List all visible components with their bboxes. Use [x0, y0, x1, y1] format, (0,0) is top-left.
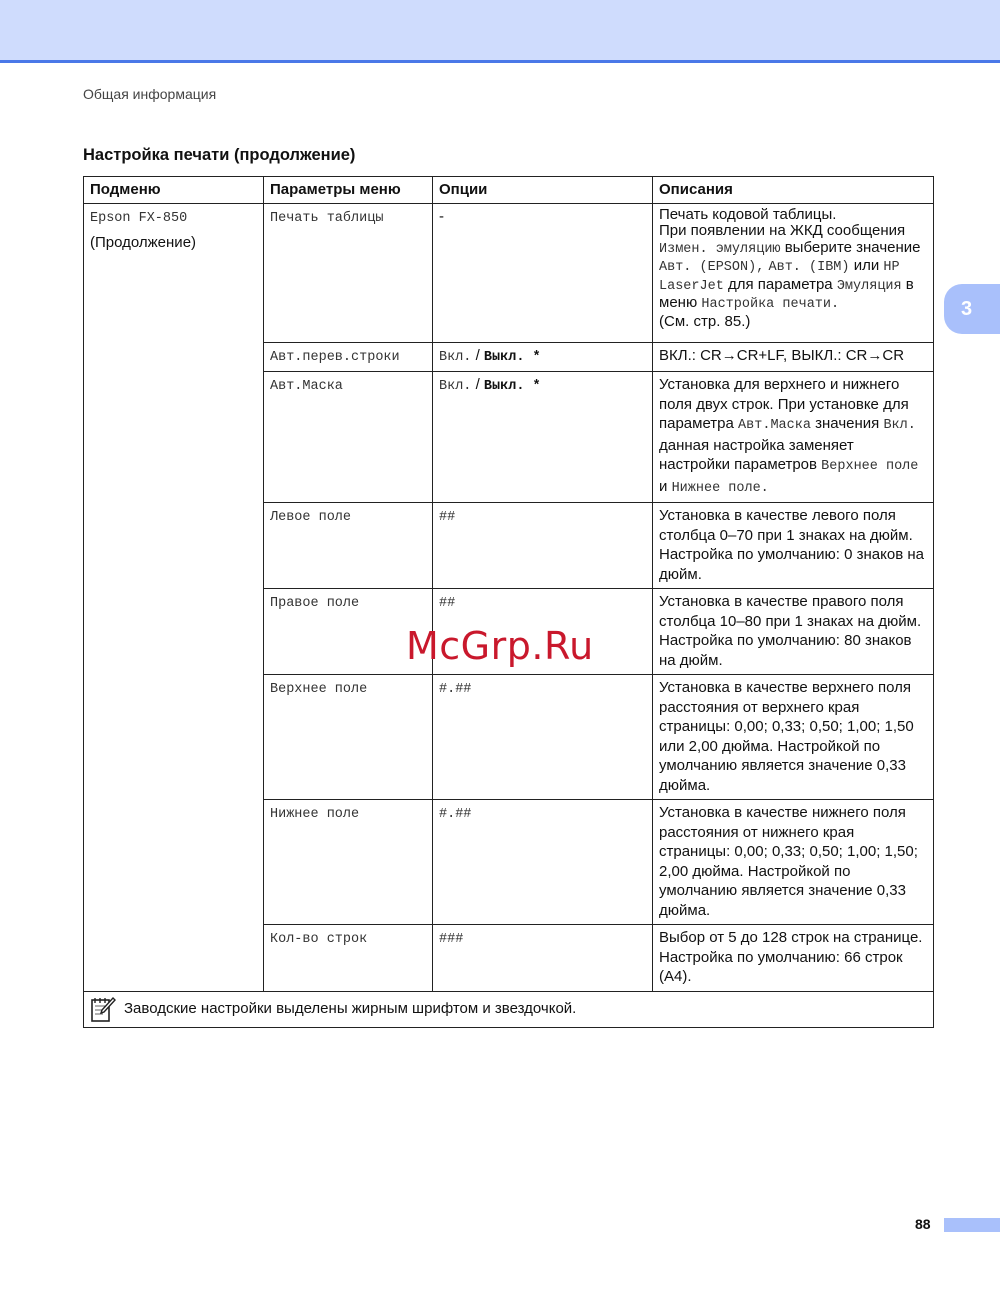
description-cell: Установка в качестве правого поля столбца 10–80 при 1 знаках на дюйм. Настройка по умолчанию: 80 знаков на дюйм. — [653, 589, 934, 675]
desc-text: Установка для верхнего и нижнего поля двух строк. При установке для параметра — [659, 376, 909, 432]
header-params: Параметры меню — [264, 177, 433, 204]
submenu-name: Epson FX-850 — [90, 210, 188, 226]
option-cell — [433, 800, 653, 925]
description-cell — [653, 203, 934, 342]
table-row — [84, 203, 934, 342]
watermark: McGrp.Ru — [406, 624, 594, 668]
option-cell — [433, 925, 653, 992]
header-submenu: Подменю — [84, 177, 264, 204]
option-default-value: Выкл. * — [483, 349, 541, 365]
description-cell: ВКЛ.: CR→CR+LF, ВЫКЛ.: CR→CR — [653, 342, 934, 372]
desc-menu-value: HP LaserJet — [659, 260, 900, 294]
chapter-tab — [944, 284, 1000, 334]
description-cell — [653, 372, 934, 503]
param-name: Авт.Маска — [270, 379, 343, 394]
page-number: 88 — [915, 1216, 931, 1232]
header-description: Описания — [653, 177, 934, 204]
description-cell: Установка в качестве левого поля столбца 0–70 при 1 знаках на дюйм. Настройка по умолчанию: 0 знаков на дюйм. — [653, 503, 934, 589]
param-name: Авт.перев.строки — [270, 349, 400, 365]
desc-text: данная настройка заменяет настройки параметров — [659, 436, 854, 473]
desc-text: в меню — [659, 275, 914, 311]
option-separator: / — [475, 346, 480, 364]
option-default-value: Выкл. * — [483, 379, 541, 394]
desc-text: для параметра — [727, 275, 833, 293]
param-cell — [264, 342, 433, 372]
param-cell — [264, 925, 433, 992]
note-text: Заводские настройки выделены жирным шрифтом и звездочкой. — [124, 999, 577, 1017]
option-cell — [433, 342, 653, 372]
desc-menu-value: Вкл. — [883, 418, 916, 433]
settings-table — [83, 176, 934, 1028]
param-name: Кол-во строк — [270, 932, 368, 947]
description-cell: Установка в качестве верхнего поля расстояния от верхнего края страницы: 0,00; 0,33; 0,50; 1,00; 1,50 или 2,00 дюйма. Настройкой по умолчанию является значение 0,33 дюйма. — [653, 675, 934, 800]
description-cell: Выбор от 5 до 128 строк на странице. Настройка по умолчанию: 66 строк (A4). — [653, 925, 934, 992]
table-header-row — [84, 177, 934, 204]
option-value: Вкл. — [439, 379, 472, 394]
option-cell — [433, 675, 653, 800]
desc-menu-value: Эмуляция — [836, 278, 902, 294]
param-name: Нижнее поле — [270, 807, 360, 822]
option-value: #.## — [439, 807, 472, 822]
option-value: #.## — [439, 682, 472, 697]
header-options: Опции — [433, 177, 653, 204]
desc-menu-value: Авт. (EPSON), — [659, 260, 765, 275]
desc-text: или — [853, 257, 880, 274]
param-name: Левое поле — [270, 510, 352, 525]
note-pencil-icon — [90, 995, 116, 1023]
option-value: Вкл. — [439, 349, 472, 365]
running-head: Общая информация — [83, 86, 217, 102]
option-cell — [433, 203, 653, 342]
desc-text: значения — [815, 415, 880, 432]
desc-menu-value: Нижнее поле. — [671, 480, 769, 496]
option-value: ### — [439, 932, 464, 947]
description-cell: Установка в качестве нижнего поля расстояния от нижнего края страницы: 0,00; 0,33; 0,50; 1,00; 1,50; 2,00 дюйма. Настройкой по умолчанию является значение 0,33 дюйма. — [653, 800, 934, 925]
param-name: Верхнее поле — [270, 682, 368, 697]
param-cell — [264, 800, 433, 925]
note-cell — [84, 991, 934, 1027]
desc-menu-value: Верхнее поле — [821, 459, 919, 474]
param-name: Печать таблицы — [270, 210, 384, 226]
param-cell — [264, 372, 433, 503]
param-cell — [264, 503, 433, 589]
desc-text: (См. стр. 85.) — [659, 312, 751, 330]
submenu-cell — [84, 203, 264, 991]
desc-text: и — [659, 477, 668, 495]
param-name: Правое поле — [270, 596, 360, 611]
desc-text: При появлении на ЖКД сообщения — [659, 222, 906, 239]
desc-menu-value: Настройка печати. — [701, 297, 840, 312]
desc-menu-value: Авт.Маска — [738, 418, 811, 433]
option-value: ## — [439, 596, 456, 611]
page-number-bar — [944, 1218, 1000, 1232]
section-title: Настройка печати (продолжение) — [83, 146, 356, 164]
note-row — [84, 991, 934, 1027]
option-cell — [433, 372, 653, 503]
desc-menu-value: Авт. (IBM) — [768, 260, 850, 275]
submenu-continued: (Продолжение) — [90, 234, 197, 251]
option-cell — [433, 503, 653, 589]
header-rule — [0, 60, 1000, 63]
desc-text: Печать кодовой таблицы. — [659, 205, 837, 223]
chapter-number: 3 — [961, 297, 973, 320]
param-cell — [264, 675, 433, 800]
header-band — [0, 0, 1000, 60]
param-cell — [264, 203, 433, 342]
option-value: ## — [439, 510, 456, 525]
desc-text: выберите значение — [784, 238, 921, 256]
option-value: - — [439, 207, 444, 225]
desc-menu-value: Измен. эмуляцию — [659, 241, 781, 257]
option-separator: / — [475, 376, 480, 393]
